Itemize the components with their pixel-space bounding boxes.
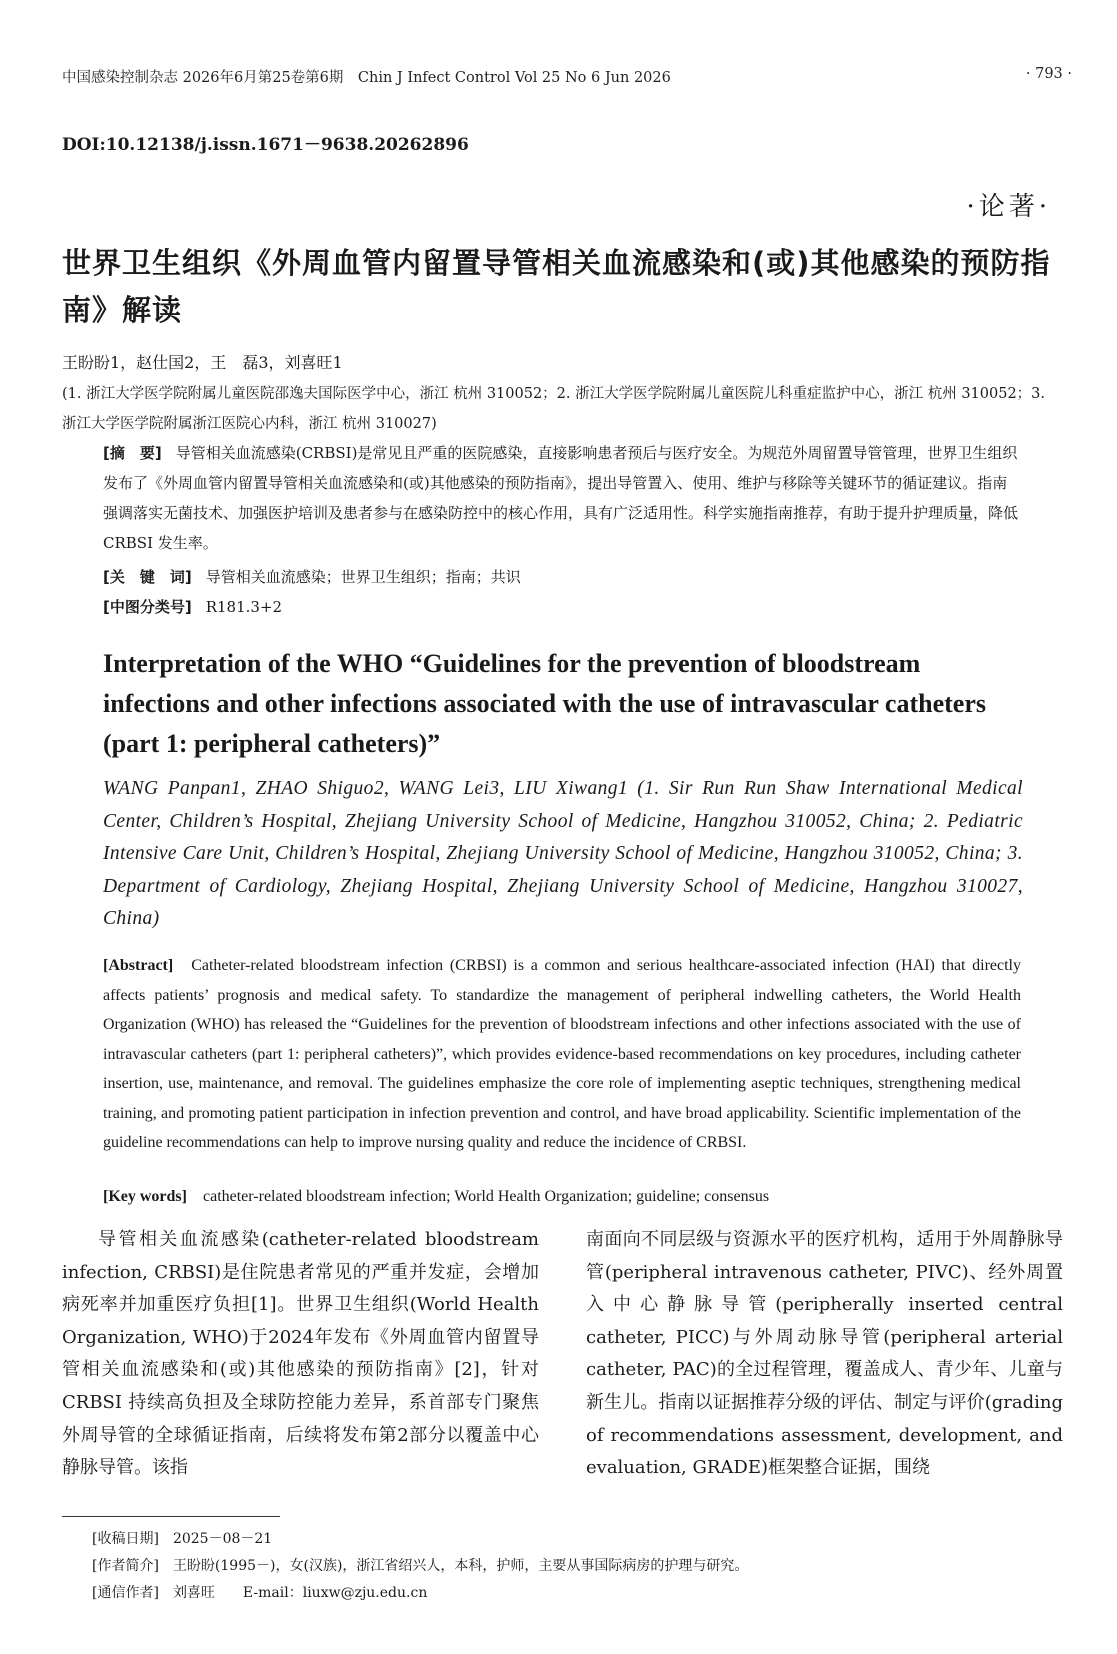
footnote-corresponding (92, 1580, 748, 1607)
journal-info: 中国感染控制杂志 2026年6月第25卷第6期 Chin J Infect Control Vol 25 No 6 Jun 2026 (62, 70, 671, 86)
keywords-en-label: [Key words] (103, 1188, 187, 1205)
abstract-cn-text: 导管相关血流感染(CRBSI)是常见且严重的医院感染，直接影响患者预后与医疗安全。为规范外周留置导管管理，世界卫生组织发布了《外周血管内留置导管相关血流感染和(或)其他感染的预防指南》，提出导管置入、使用、维护与移除等关键环节的循证建议。指南强调落实无菌技术、加强医护培训及患者参与在感染防控中的核心作用，具有广泛适用性。科学实施指南推荐，有助于提升护理质量，降低 CRBSI 发生率。 (103, 444, 1019, 552)
abstract-cn-label: [摘 要] (103, 444, 162, 462)
clc (103, 592, 1018, 622)
title-en: Interpretation of the WHO “Guidelines for the prevention of bloodstream infections and other infections associated with the use of intravascular catheters (part 1: peripheral catheters)” (103, 649, 986, 758)
running-header (62, 66, 1072, 87)
keywords-cn-label: [关 键 词] (103, 568, 192, 586)
footnote-author (92, 1553, 748, 1580)
corr-info: 刘喜旺 E-mail：liuxw@zju.edu.cn (172, 1585, 428, 1601)
footnote-received (92, 1526, 748, 1553)
clc-text: R181.3+2 (205, 598, 283, 616)
keywords-cn-text: 导管相关血流感染；世界卫生组织；指南；共识 (205, 568, 521, 586)
clc-label: [中图分类号] (103, 598, 192, 616)
keywords-cn (103, 562, 1018, 592)
footnote-divider (62, 1516, 280, 1517)
author-label: [作者简介] (92, 1558, 159, 1574)
corr-label: [通信作者] (92, 1585, 159, 1601)
abstract-en-text: Catheter-related bloodstream infection (CRBSI) is a common and serious healthcare-associated infection (HAI) that directly affects patients’ prognosis and medical safety. To standardize the management of peripheral indwelling catheters, the World Health Organization (WHO) has released the “Guidelines for the prevention of bloodstream infections and other infections associated with the use of intravascular catheters (part 1: peripheral catheters)”, which provides evidence-based recommendations on key procedures, including catheter insertion, use, maintenance, and removal. The guidelines emphasize the core role of implementing aseptic techniques, strengthening medical training, and promoting patient participation in infection prevention and control, and have broad applicability. Scientific implementation of the guideline recommendations can help to improve nursing quality and reduce the incidence of CRBSI. (103, 957, 1021, 1151)
authors-en: WANG Panpan1, ZHAO Shiguo2, WANG Lei3, LIU Xiwang1 (1. Sir Run Run Shaw International Medical Center, Children’s Hospital, Zhejiang University School of Medicine, Hangzhou 310052, China; 2. Pediatric Intensive Care Unit, Children’s Hospital, Zhejiang University School of Medicine, Hangzhou 310052, China; 3. Department of Cardiology, Zhejiang Hospital, Zhejiang University School of Medicine, Hangzhou 310027, China) (103, 778, 1023, 929)
doi: DOI:10.12138/j.issn.1671－9638.20262896 (62, 135, 469, 155)
affiliations-cn: (1. 浙江大学医学院附属儿童医院邵逸夫国际医学中心，浙江 杭州 310052；2. 浙江大学医学院附属儿童医院儿科重症监护中心，浙江 杭州 310052；3. 浙江大学医学院附属浙江医院心内科，浙江 杭州 310027) (62, 386, 1046, 432)
body-right-column: 南面向不同层级与资源水平的医疗机构，适用于外周静脉导管(peripheral intravenous catheter, PIVC)、经外周置入中心静脉导管(peripherally inserted central catheter, PICC)与外周动脉导管(peripheral arterial catheter, PAC)的全过程管理，覆盖成人、青少年、儿童与新生儿。指南以证据推荐分级的评估、制定与评价(grading of recommendations assessment, development, and evaluation, GRADE)框架整合证据，围绕 (586, 1229, 1063, 1479)
page-number: · 793 · (1025, 66, 1072, 82)
received-label: [收稿日期] (92, 1531, 159, 1547)
received-date: 2025－08－21 (172, 1531, 273, 1547)
body-left-column: 导管相关血流感染(catheter-related bloodstream infection, CRBSI)是住院患者常见的严重并发症，会增加病死率并加重医疗负担[1]。世界卫生组织(World Health Organization, WHO)于2024年发布《外周血管内留置导管相关血流感染和(或)其他感染的预防指南》[2]，针对 CRBSI 持续高负担及全球防控能力差异，系首部专门聚焦外周导管的全球循证指南，后续将发布第2部分以覆盖中心静脉导管。该指 (62, 1229, 539, 1479)
authors-cn: 王盼盼1，赵仕国2，王 磊3，刘喜旺1 (62, 353, 343, 372)
title-cn: 世界卫生组织《外周血管内留置导管相关血流感染和(或)其他感染的预防指南》解读 (62, 246, 1051, 327)
author-bio: 王盼盼(1995－)，女(汉族)，浙江省绍兴人，本科，护师，主要从事国际病房的护理与研究。 (172, 1558, 749, 1574)
abstract-en (103, 951, 1021, 1158)
footnotes (92, 1526, 748, 1607)
keywords-en-text: catheter-related bloodstream infection; World Health Organization; guideline; consensus (202, 1188, 770, 1205)
abstract-en-label: [Abstract] (103, 957, 174, 974)
abstract-cn (103, 438, 1018, 558)
keywords-en (103, 1188, 1021, 1206)
section-tag: ·论著· (966, 192, 1051, 222)
